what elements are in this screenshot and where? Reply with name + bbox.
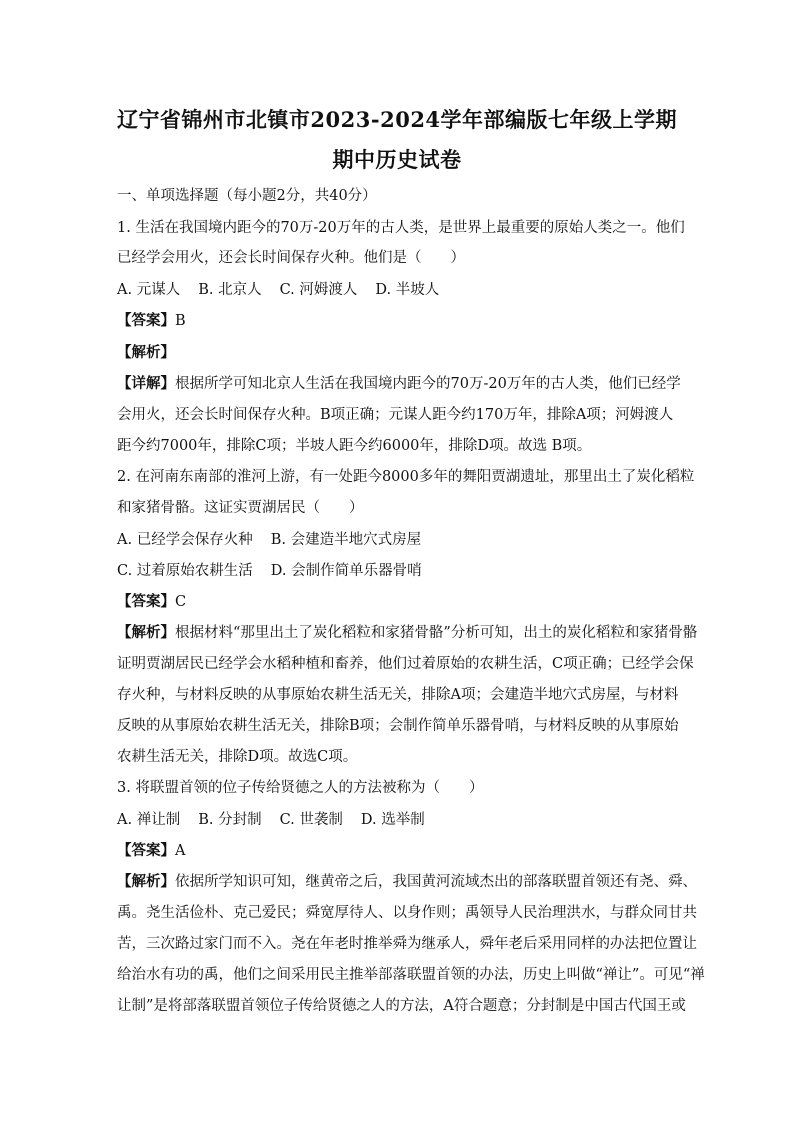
q3-answer bbox=[117, 841, 682, 861]
q1-answer-value: B bbox=[175, 313, 186, 329]
q2-answer-value: C bbox=[175, 594, 187, 610]
q2-option-b: B. 会建造半地穴式房屋 bbox=[270, 532, 422, 548]
q1-detail-line1 bbox=[117, 374, 682, 394]
q1-stem-line1: 1. 生活在我国境内距今的70万-20万年的古人类，是世界上最重要的原始人类之一。他们 bbox=[117, 220, 685, 236]
q3-analysis-line3: 苦，三次路过家门而不入。尧在年老时推举舜为继承人，舜年老后采用同样的办法把位置让 bbox=[117, 936, 697, 952]
q2-analysis-line2: 证明贾湖居民已经学会水稻种植和畜养，他们过着原始的农耕生活，C项正确；已经学会保 bbox=[117, 656, 694, 672]
q3-answer-value: A bbox=[175, 843, 186, 859]
q3-analysis-line1 bbox=[117, 872, 697, 892]
detail-label: 【详解】 bbox=[117, 375, 175, 392]
q2-analysis-line1 bbox=[117, 623, 698, 643]
q2-option-a: A. 已经学会保存火种 bbox=[117, 532, 253, 548]
q3-options bbox=[117, 810, 682, 830]
q2-answer bbox=[117, 592, 682, 612]
q2-stem-line2: 和家猪骨骼。这证实贾湖居民（ ） bbox=[117, 500, 364, 516]
exam-title-line2: 期中历史试卷 bbox=[332, 147, 462, 172]
q3-analysis-line2: 禹。尧生活俭朴、克己爱民；舜宽厚待人、以身作则；禹领导人民治理洪水，与群众同甘共 bbox=[117, 905, 697, 921]
answer-label: 【答案】 bbox=[117, 593, 175, 610]
q1-stem-line2: 已经学会用火，还会长时间保存火种。他们是（ ） bbox=[117, 250, 465, 266]
q2-analysis-line3: 存火种，与材料反映的从事原始农耕生活无关，排除A项；会建造半地穴式房屋，与材料 bbox=[117, 687, 679, 703]
q3-stem: 3. 将联盟首领的位子传给贤德之人的方法被称为（ ） bbox=[117, 780, 484, 796]
q1-option-a: A. 元谋人 bbox=[117, 282, 181, 298]
q1-answer bbox=[117, 311, 682, 331]
q2-analysis-line4: 反映的从事原始农耕生活无关，排除B项；会制作简单乐器骨哨，与材料反映的从事原始 bbox=[117, 718, 679, 734]
q3-option-c: C. 世袭制 bbox=[279, 812, 343, 828]
q3-option-b: B. 分封制 bbox=[198, 812, 262, 828]
q1-detail-line2: 会用火，还会长时间保存火种。B项正确；元谋人距今约170万年，排除A项；河姆渡人 bbox=[117, 407, 674, 423]
q2-option-d: D. 会制作简单乐器骨哨 bbox=[270, 563, 422, 579]
answer-label: 【答案】 bbox=[117, 842, 175, 859]
q1-options bbox=[117, 280, 682, 300]
analysis-label: 【解析】 bbox=[117, 624, 175, 641]
section-heading: 一、单项选择题（每小题2分，共40分） bbox=[117, 188, 377, 204]
q3-analysis-line4: 给治水有功的禹，他们之间采用民主推举部落联盟首领的办法，历史上叫做“禅让”。可见“禅 bbox=[117, 967, 705, 983]
q2-option-c: C. 过着原始农耕生活 bbox=[117, 563, 253, 579]
q1-detail-line3: 距今约7000年，排除C项；半坡人距今约6000年，排除D项。故选 B项。 bbox=[117, 438, 592, 454]
q1-detail-text: 根据所学可知北京人生活在我国境内距今的70万-20万年的古人类，他们已经学 bbox=[175, 376, 681, 392]
q3-option-a: A. 禅让制 bbox=[117, 812, 181, 828]
q2-analysis-text: 根据材料“那里出土了炭化稻粒和家猪骨骼”分析可知，出土的炭化稻粒和家猪骨骼 bbox=[175, 625, 698, 641]
q1-analysis-label: 【解析】 bbox=[117, 344, 175, 361]
q1-option-d: D. 半坡人 bbox=[375, 282, 440, 298]
exam-title-line1: 辽宁省锦州市北镇市2023-2024学年部编版七年级上学期 bbox=[116, 107, 678, 132]
answer-label: 【答案】 bbox=[117, 312, 175, 329]
q3-analysis-line5: 让制”是将部落联盟首领位子传给贤德之人的方法，A符合题意；分封制是中国古代国王或 bbox=[117, 998, 686, 1014]
q2-options-line2 bbox=[117, 561, 682, 581]
q1-option-b: B. 北京人 bbox=[198, 282, 262, 298]
analysis-label: 【解析】 bbox=[117, 873, 175, 890]
q2-options-line1 bbox=[117, 530, 682, 550]
q3-option-d: D. 选举制 bbox=[360, 812, 425, 828]
q1-option-c: C. 河姆渡人 bbox=[279, 282, 358, 298]
q3-analysis-text: 依据所学知识可知，继黄帝之后，我国黄河流域杰出的部落联盟首领还有尧、舜、 bbox=[175, 874, 697, 890]
q2-stem-line1: 2. 在河南东南部的淮河上游，有一处距今8000多年的舞阳贾湖遗址，那里出土了炭化稻粒 bbox=[117, 469, 695, 485]
q2-analysis-line5: 农耕生活无关，排除D项。故选C项。 bbox=[117, 749, 358, 765]
